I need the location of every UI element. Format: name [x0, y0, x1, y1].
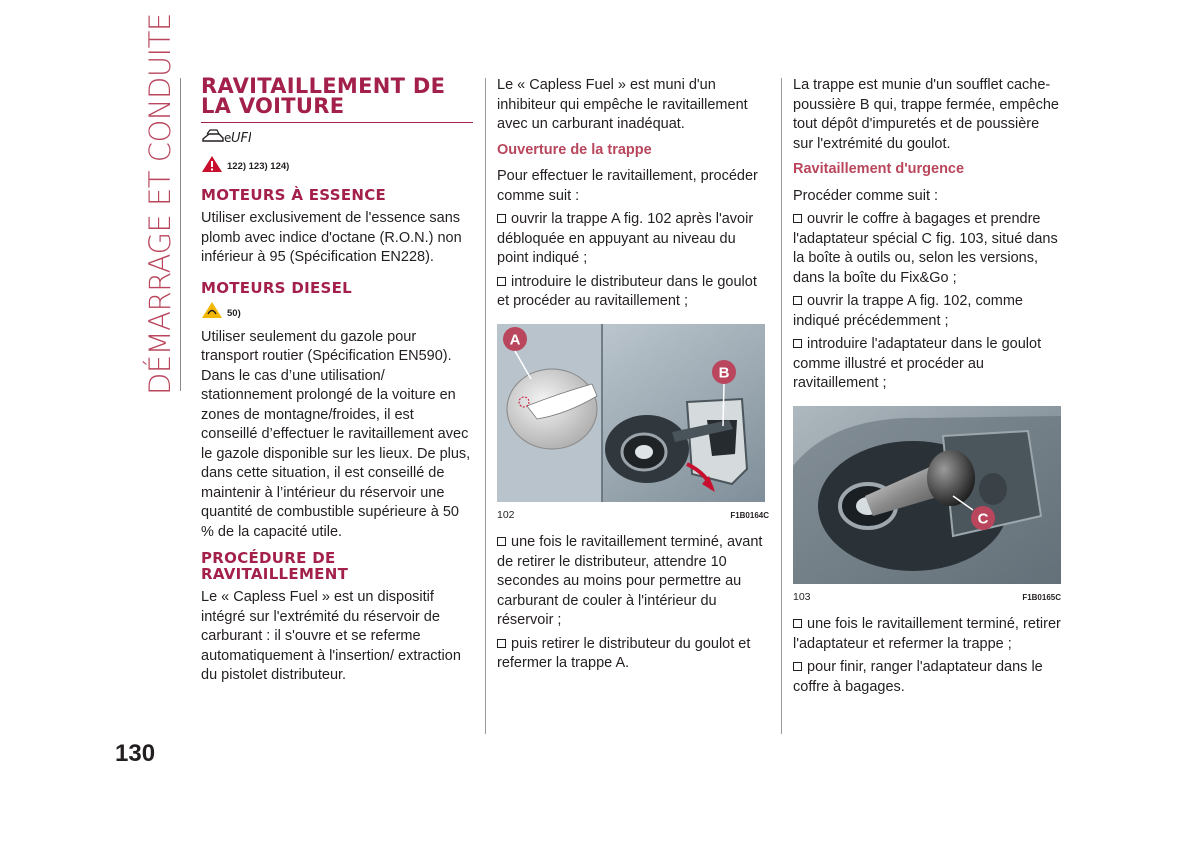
step-item: ouvrir la trappe A fig. 102 après l'avoir débloquée en appuyant au niveau du point indiqué ; [497, 211, 754, 266]
paragraph-proc: Pour effectuer le ravitaillement, procéder comme suit : [497, 168, 758, 204]
label-b: B [718, 364, 730, 381]
caution-triangle-icon [201, 301, 223, 326]
paragraph-soufflet: La trappe est munie d'un soufflet cache-poussière B qui, trappe fermée, empêche tout dépôt d'impuretés et de poussière sur l'extrémité du goulot. [793, 77, 1059, 152]
checkbox-icon [497, 277, 506, 286]
page-number: 130 [115, 740, 156, 767]
figure-code: F1B0164C [730, 510, 769, 520]
step-item: ouvrir la trappe A fig. 102, comme indiqué précédemment ; [793, 293, 1023, 329]
step-item: ouvrir le coffre à bagages et prendre l'adaptateur spécial C fig. 103, situé dans la boîte à outils ou, selon les versions, dans la boîte du Fix&Go ; [793, 211, 1058, 286]
step-item: pour finir, ranger l'adaptateur dans le coffre à bagages. [793, 659, 1043, 695]
subheading-diesel: MOTEURS DIESEL [201, 278, 352, 297]
section-heading: RAVITAILLEMENT DE LA VOITURE [201, 76, 473, 123]
checkbox-icon [497, 639, 506, 648]
step-item: introduire l'adaptateur dans le goulot comme illustré et procéder au ravitaillement ; [793, 336, 1042, 391]
figure-103 [793, 406, 1061, 584]
step-item: introduire le distributeur dans le goulot et procéder au ravitaillement ; [497, 273, 757, 309]
checkbox-icon [793, 339, 802, 348]
paragraph-procedure: Le « Capless Fuel » est un dispositif intégré sur l'extrémité du réservoir de carburant : il s'ouvre et se referme automatiquement à l'insertion/ extraction du pistolet distributeur. [201, 589, 461, 683]
paragraph-proc: Procéder comme suit : [793, 187, 939, 204]
figure-102-caption [497, 506, 769, 526]
column-2 [497, 76, 769, 678]
subheading-essence: MOTEURS À ESSENCE [201, 186, 387, 204]
fuel-symbol-icon [201, 127, 251, 152]
checkbox-icon [793, 296, 802, 305]
step-item: une fois le ravitaillement terminé, retirer l'adaptateur et refermer la trappe ; [793, 616, 1061, 652]
paragraph-essence: Utiliser exclusivement de l'essence sans plomb avec indice d'octane (R.O.N.) non inférieur à 95 (Spécification EN228). [201, 210, 462, 265]
caution-ref: 50) [227, 307, 241, 319]
warning-refs: 122) 123) 124) [227, 161, 290, 173]
step-item: une fois le ravitaillement terminé, avant de retirer le distributeur, attendre 10 secondes au moins pour permettre au carburant de couler à l'intérieur du réservoir ; [497, 534, 763, 628]
checkbox-icon [793, 619, 802, 628]
column-1 [201, 76, 473, 690]
svg-text:UFI: UFI [231, 130, 251, 145]
checkbox-icon [497, 214, 506, 223]
figure-number: 103 [793, 590, 811, 603]
checkbox-icon [793, 214, 802, 223]
column-divider [485, 78, 486, 734]
checkbox-icon [793, 662, 802, 671]
checkbox-icon [497, 537, 506, 546]
column-3 [793, 76, 1061, 701]
figure-103-illustration [793, 406, 1061, 584]
subheading-ouverture: Ouverture de la trappe [497, 141, 652, 158]
figure-102 [497, 324, 765, 502]
figure-102-illustration [497, 324, 765, 502]
fuel-symbol-row [201, 127, 473, 151]
step-item: puis retirer le distributeur du goulot et refermer la trappe A. [497, 635, 751, 671]
warning-refs-row [201, 155, 473, 179]
figure-103-caption [793, 588, 1061, 608]
caution-ref-row [201, 302, 473, 326]
svg-text:e: e [224, 130, 232, 145]
subheading-urgence: Ravitaillement d'urgence [793, 161, 965, 177]
label-a: A [509, 331, 521, 348]
subheading-procedure: PROCÉDURE DE RAVITAILLEMENT [201, 549, 349, 583]
side-divider [180, 78, 181, 391]
column-divider [781, 78, 782, 734]
paragraph-capless-intro: Le « Capless Fuel » est muni d'un inhibiteur qui empêche le ravitaillement avec un carburant inadéquat. [497, 77, 748, 132]
section-side-title: DÉMARRAGE ET CONDUITE [143, 13, 177, 395]
figure-code: F1B0165C [1022, 592, 1061, 602]
paragraph-diesel: Utiliser seulement du gazole pour transport routier (Spécification EN590). Dans le cas d’une utilisation/ stationnement prolongé de la voiture en zones de montagne/froides, il est conseillé d’effectuer le ravitaillement avec le gazole disponible sur les lieux. De plus, dans cette situation, il est conseillé de maintenir à l’intérieur du réservoir une quantité de combustible supérieure à 50 % de la capacité utile. [201, 328, 471, 540]
warning-triangle-icon [201, 155, 223, 180]
figure-number: 102 [497, 508, 515, 521]
label-c: C [977, 510, 989, 527]
